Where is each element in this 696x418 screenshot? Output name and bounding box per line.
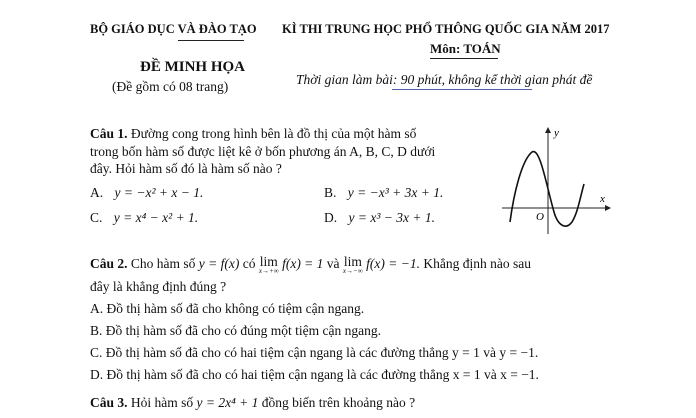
subject-underline [430, 58, 498, 59]
q3-label: Câu 3. [90, 395, 128, 410]
time-note: Thời gian làm bài: 90 phút, không kể thời gian phát đề [296, 72, 593, 87]
q1-option-c [90, 210, 198, 226]
q1-option-c-label: C. [90, 210, 103, 225]
q2-option-d: D. Đồ thị hàm số đã cho có hai tiệm cận ngang là các đường thẳng x = 1 và x = −1. [90, 367, 539, 382]
q2-func: y = f(x) [198, 256, 240, 271]
q3-func: y = 2x⁴ + 1 [196, 395, 259, 410]
q1-option-d [324, 210, 435, 226]
x-axis-label: x [600, 193, 605, 205]
q1-line3: đây. Hỏi hàm số đó là hàm số nào ? [90, 161, 282, 176]
q2-intro: Cho hàm số [130, 256, 196, 271]
pages-note: (Đề gồm có 08 trang) [112, 79, 229, 94]
q1-option-b-expr: y = −x³ + 3x + 1. [347, 185, 444, 200]
time-underline [392, 89, 532, 90]
ministry-name: BỘ GIÁO DỤC VÀ ĐÀO TẠO [90, 22, 257, 36]
q1-line2: trong bốn hàm số được liệt kê ở bốn phương án A, B, C, D dưới [90, 144, 436, 159]
q1-line1 [90, 126, 416, 142]
q2-lim2 [343, 256, 363, 275]
ministry-underline [178, 40, 244, 41]
q2-line2: đây là khẳng định đúng ? [90, 279, 227, 294]
q2-option-c: C. Đồ thị hàm số đã cho có hai tiệm cận ngang là các đường thẳng y = 1 và y = −1. [90, 345, 539, 360]
exam-title: KÌ THI TRUNG HỌC PHỔ THÔNG QUỐC GIA NĂM 2017 [282, 22, 610, 36]
q2-option-b: B. Đồ thị hàm số đã cho có đúng một tiệm cận ngang. [90, 323, 381, 338]
q1-option-d-label: D. [324, 210, 338, 225]
q2-tail: Khẳng định nào sau [423, 256, 531, 271]
q1-option-b-label: B. [324, 185, 337, 200]
origin-label: O [536, 211, 544, 223]
q2-lim2-word: lim [343, 254, 362, 269]
q1-option-b [324, 185, 443, 201]
q2-lim2-sub: x→−∞ [342, 267, 363, 275]
q1-option-a-label: A. [90, 185, 104, 200]
q1-option-d-expr: y = x³ − 3x + 1. [348, 210, 435, 225]
q2-label: Câu 2. [90, 256, 128, 271]
subject-title: Môn: TOÁN [430, 41, 501, 56]
q1-label: Câu 1. [90, 126, 128, 141]
q2-option-a: A. Đồ thị hàm số đã cho không có tiệm cận ngang. [90, 301, 365, 316]
q1-text-1: Đường cong trong hình bên là đồ thị của một hàm số [130, 126, 417, 141]
q2-line1 [90, 256, 531, 275]
q2-has: có [242, 256, 256, 271]
q2-lim1-value: f(x) = 1 [282, 256, 324, 271]
q3-line1 [90, 395, 415, 411]
document-type: ĐỀ MINH HỌA [140, 59, 245, 75]
q2-lim2-value: f(x) = −1. [366, 256, 420, 271]
function-curve [510, 152, 584, 227]
q2-lim1-word: lim [259, 254, 278, 269]
q2-lim1-sub: x→+∞ [258, 267, 279, 275]
q3-tail: đồng biến trên khoảng nào ? [261, 395, 416, 410]
q1-option-c-expr: y = x⁴ − x² + 1. [113, 210, 199, 225]
q1-option-a-expr: y = −x² + x − 1. [114, 185, 204, 200]
y-axis-label: y [554, 127, 559, 139]
q1-function-graph [500, 122, 615, 240]
q2-lim1 [259, 256, 279, 275]
q1-option-a [90, 185, 203, 201]
q2-and: và [326, 256, 340, 271]
q3-text: Hỏi hàm số [130, 395, 194, 410]
